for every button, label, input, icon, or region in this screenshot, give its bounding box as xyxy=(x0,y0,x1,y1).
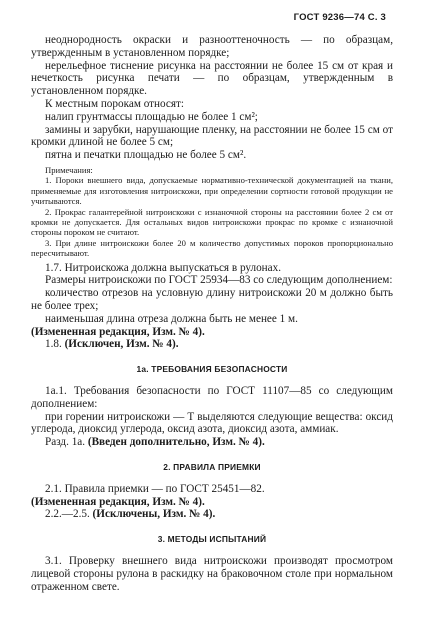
paragraph: К местным порокам относят: xyxy=(45,97,184,110)
clause-number: 1.8. xyxy=(45,338,65,351)
paragraph: 2.1. Правила приемки — по ГОСТ 25451—82. xyxy=(45,482,265,495)
notes-title: Примечания: xyxy=(45,164,93,175)
paragraph: пятна и печатки площадью не более 5 см². xyxy=(45,149,247,162)
section-heading: 1а. ТРЕБОВАНИЯ БЕЗОПАСНОСТИ xyxy=(136,364,288,375)
paragraph: замины и зарубки, нарушающие пленку, на расстоянии не более 15 см от кромки длиной не более 5 см; xyxy=(31,123,393,149)
note-item: 2. Прокрас галантерейной нитроискожи с изнаночной стороны на расстоянии более 2 см от кромки не допускается. Для остальных видов нитроискожи прокрас по кромке с изнаночной стороны пороком не считают. xyxy=(31,206,393,238)
paragraph: при горении нитроискожи — Т выделяются следующие вещества: оксид углерода, диоксид углерода, оксид азота, диоксид азота, аммиак. xyxy=(31,410,393,436)
paragraph: наименьшая длина отреза должна быть не менее 1 м. xyxy=(45,312,298,325)
paragraph xyxy=(31,338,393,351)
paragraph: 1.7. Нитроискожа должна выпускаться в рулонах. xyxy=(45,261,282,274)
paragraph xyxy=(31,436,393,449)
paragraph: налип грунтмассы площадью не более 1 см²; xyxy=(45,110,258,123)
clause-number: 2.2.—2.5. xyxy=(45,508,93,521)
paragraph: Размеры нитроискожи по ГОСТ 25934—83 со следующим дополнением: xyxy=(45,274,393,287)
paragraph: неоднородность окраски и разнооттеночность — по образцам, утвержденным в установленном порядке; xyxy=(31,34,393,59)
page-header: ГОСТ 9236—74 С. 3 xyxy=(293,12,386,23)
amendment-note: (Введен дополнительно, Изм. № 4). xyxy=(87,436,265,449)
amendment-note: (Измененная редакция, Изм. № 4). xyxy=(31,325,205,338)
note-item: 1. Пороки внешнего вида, допускаемые нормативно-технической документацией на ткани, применяемые для изготовления нитроискожи, при определении сортности готовой продукции не учитываются. xyxy=(31,175,393,207)
paragraph: 1а.1. Требования безопасности по ГОСТ 11107—85 со следующим дополнением: xyxy=(31,385,393,410)
amendment-note: (Измененная редакция, Изм. № 4). xyxy=(31,495,205,508)
paragraph: 3.1. Проверку внешнего вида нитроискожи производят просмотром лицевой стороны рулона в раскидку на браковочном столе при нормальном отраженном свете. xyxy=(31,554,393,593)
note-item: 3. При длине нитроискожи более 20 м количество допустимых пороков пропорционально пересчитывают. xyxy=(31,237,393,259)
amendment-note: (Исключен, Изм. № 4). xyxy=(64,338,179,351)
document-body xyxy=(31,34,393,593)
section-heading: 3. МЕТОДЫ ИСПЫТАНИЙ xyxy=(157,534,267,545)
clause-number: Разд. 1а. xyxy=(45,436,88,449)
amendment-note: (Исключены, Изм. № 4). xyxy=(92,508,216,521)
paragraph xyxy=(31,508,393,521)
paragraph: нерельефное тиснение рисунка на расстоянии не более 15 см от края и нечеткость рисунка печати — по образцам, утвержденным в установленном порядке. xyxy=(31,59,393,98)
paragraph: количество отрезов на условную длину нитроискожи 20 м должно быть не более трех; xyxy=(31,287,393,313)
section-heading: 2. ПРАВИЛА ПРИЕМКИ xyxy=(163,461,261,472)
